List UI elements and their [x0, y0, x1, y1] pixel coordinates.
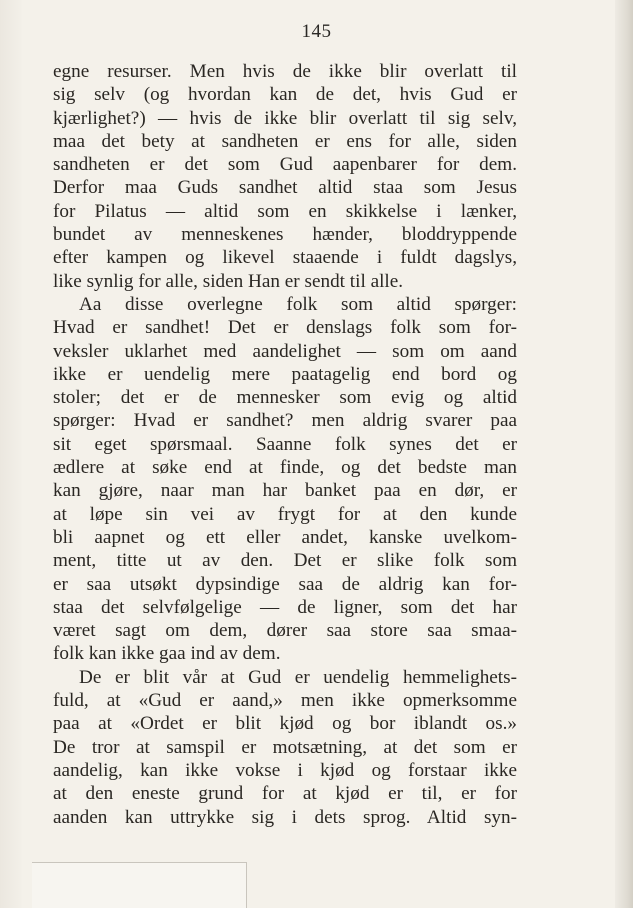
text-line: De tror at samspil er motsætning, at det som er	[53, 736, 517, 758]
body-text	[53, 60, 517, 829]
text-line: at den eneste grund for at kjød er til, er for	[53, 783, 517, 805]
text-line: staa det selvfølgelige — de ligner, som det har	[53, 596, 517, 618]
text-line: sig selv (og hvordan kan de det, hvis Gud er	[53, 84, 517, 106]
text-line: like synlig for alle, siden Han er sendt til alle.	[53, 270, 404, 292]
text-line: for Pilatus — altid som en skikkelse i lænker,	[53, 200, 517, 222]
text-line: fuld, at «Gud er aand,» men ikke opmerksomme	[53, 690, 517, 712]
text-line: sandheten er det som Gud aapenbarer for dem.	[53, 154, 517, 176]
text-line: ment, titte ut av den. Det er slike folk som	[53, 550, 517, 572]
text-line: folk kan ikke gaa ind av dem.	[53, 643, 281, 665]
text-line: været sagt om dem, dører saa store saa smaa-	[53, 620, 517, 642]
text-line: Derfor maa Guds sandhet altid staa som Jesus	[53, 177, 517, 199]
text-line: kan gjøre, naar man har banket paa en dør, er	[53, 480, 517, 502]
text-line: veksler uklarhet med aandelighet — som om aand	[53, 340, 517, 362]
page-number: 145	[301, 21, 332, 42]
text-line: ædlere at søke end at finde, og det bedste man	[53, 457, 517, 479]
text-line: De er blit vår at Gud er uendelig hemmelighets-	[79, 666, 517, 688]
text-line: sit eget spørsmaal. Saanne folk synes det er	[53, 433, 517, 455]
text-line: Aa disse overlegne folk som altid spørger:	[79, 293, 517, 315]
page-left-margin	[0, 0, 22, 908]
text-line: spørger: Hvad er sandhet? men aldrig svarer paa	[53, 410, 517, 432]
page-right-edge	[615, 0, 633, 908]
text-line: maa det bety at sandheten er ens for alle, siden	[53, 130, 517, 152]
text-line: bli aapnet og ett eller andet, kanske uvelkom-	[53, 526, 517, 548]
text-line: at løpe sin vei av frygt for at den kunde	[53, 503, 517, 525]
text-line: aanden kan uttrykke sig i dets sprog. Altid syn-	[53, 806, 517, 828]
text-line: stoler; det er de mennesker som evig og altid	[53, 387, 517, 409]
text-line: ikke er uendelig mere paatagelig end bord og	[53, 363, 517, 385]
text-line: er saa utsøkt dypsindige saa de aldrig kan for-	[53, 573, 517, 595]
library-slip-corner	[32, 862, 247, 908]
text-line: kjærlighet?) — hvis de ikke blir overlatt til sig selv,	[53, 107, 517, 129]
text-line: paa at «Ordet er blit kjød og bor iblandt os.»	[53, 713, 517, 735]
text-line: Hvad er sandhet! Det er denslags folk som for-	[53, 317, 517, 339]
text-line: egne resurser. Men hvis de ikke blir overlatt til	[53, 61, 517, 82]
text-line: bundet av menneskenes hænder, bloddryppende	[53, 224, 517, 246]
text-line: aandelig, kan ikke vokse i kjød og forstaar ikke	[53, 759, 517, 781]
text-line: efter kampen og likevel staaende i fuldt dagslys,	[53, 247, 517, 269]
